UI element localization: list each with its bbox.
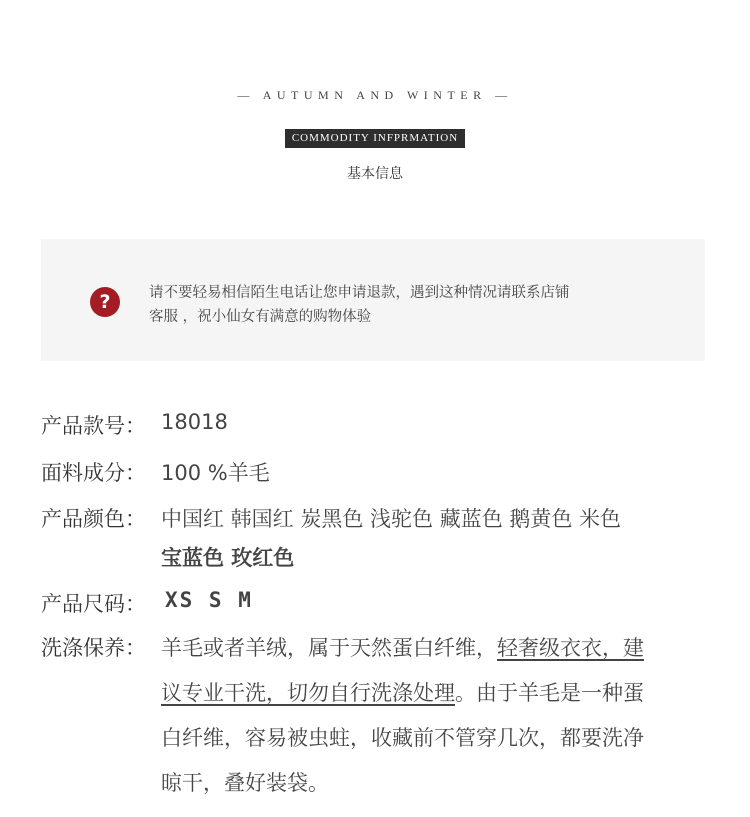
size-label: 产品尺码：	[41, 592, 146, 616]
fabric-label: 面料成分：	[41, 461, 146, 485]
size-value: XS S M	[165, 588, 253, 612]
header-en-title: — AUTUMN AND WINTER —	[237, 88, 513, 102]
care-underline-1: 轻奢级衣衣，建	[497, 636, 644, 660]
model-value: 18018	[161, 410, 228, 434]
care-text-1: 羊毛或者羊绒，属于天然蛋白纤维，	[161, 636, 497, 660]
header-cn-title: 基本信息	[347, 166, 403, 182]
color-value	[161, 500, 701, 578]
care-line-3: 白纤维，容易被虫蛀，收藏前不管穿几次，都要洗净	[161, 726, 644, 750]
notice-line-2: 客服 ，祝小仙女有满意的购物体验	[149, 309, 372, 325]
care-underline-2: 议专业干洗，切勿自行洗涤处理	[161, 681, 455, 705]
model-label: 产品款号：	[41, 414, 146, 438]
care-line-2	[161, 671, 701, 716]
notice-box	[41, 239, 705, 361]
commodity-badge: COMMODITY INFPRMATION	[285, 129, 465, 148]
color-line-1: 中国红 韩国红 炭黑色 浅驼色 藏蓝色 鹅黄色 米色	[161, 507, 622, 531]
care-label: 洗涤保养：	[41, 636, 146, 660]
fabric-value: 100 %羊毛	[161, 461, 270, 485]
header-badge-wrap	[0, 126, 750, 148]
notice-text	[149, 281, 679, 329]
color-line-2: 宝蓝色 玫红色	[161, 546, 295, 570]
care-line-4: 晾干，叠好装袋。	[161, 771, 329, 795]
care-text-2: 。由于羊毛是一种蛋	[455, 681, 644, 705]
question-icon: ?	[90, 287, 120, 317]
color-label: 产品颜色：	[41, 507, 146, 531]
care-line-1	[161, 626, 701, 671]
notice-line-1: 请不要轻易相信陌生电话让您申请退款，遇到这种情况请联系店铺	[149, 285, 570, 301]
care-value	[161, 626, 701, 806]
